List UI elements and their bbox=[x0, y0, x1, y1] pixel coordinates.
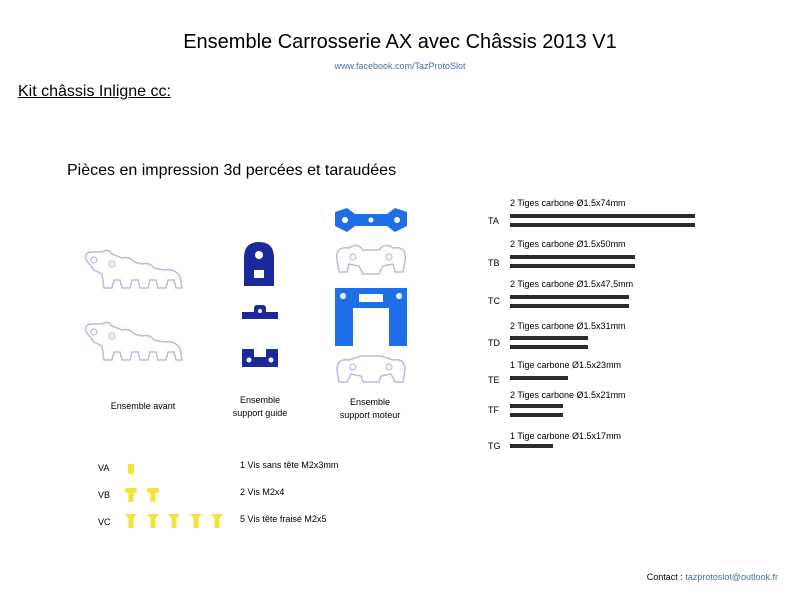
carbon-rod-tc bbox=[510, 295, 629, 299]
front-assembly-caption: Ensemble avant bbox=[110, 401, 176, 411]
rod-label: 2 Tiges carbone Ø1.5x31mm bbox=[510, 321, 626, 331]
screw-code: VB bbox=[98, 490, 111, 500]
screw-icon bbox=[146, 513, 160, 529]
carbon-rod-tb bbox=[510, 255, 635, 259]
rod-code: TB bbox=[488, 258, 500, 268]
screw-icon bbox=[124, 513, 138, 529]
motor-caption-line1: Ensemble bbox=[349, 397, 391, 407]
carbon-rod-tf bbox=[510, 413, 563, 417]
rod-label: 1 Tige carbone Ø1.5x23mm bbox=[510, 360, 622, 370]
screw-icon bbox=[124, 462, 138, 478]
motor-part-white-bottom-image bbox=[333, 352, 409, 386]
screw-icon bbox=[167, 513, 181, 529]
motor-part-top-image bbox=[333, 206, 409, 236]
screw-description: 1 Vis sans tête M2x3mm bbox=[240, 460, 339, 470]
rod-label: 2 Tiges carbone Ø1.5x47,5mm bbox=[510, 279, 634, 289]
screw-description: 5 Vis tête fraisé M2x5 bbox=[240, 514, 327, 524]
section-heading: Pièces en impression 3d percées et taraudées bbox=[67, 162, 397, 179]
page-title: Ensemble Carrosserie AX avec Châssis 2013 V1 bbox=[183, 31, 617, 53]
guide-part-top-image bbox=[240, 240, 278, 288]
screw-code: VC bbox=[98, 517, 111, 527]
rod-label: 1 Tige carbone Ø1.5x17mm bbox=[510, 431, 622, 441]
carbon-rod-ta bbox=[510, 223, 695, 227]
carbon-rod-tg bbox=[510, 444, 553, 448]
screw-code: VA bbox=[98, 463, 110, 473]
kit-heading: Kit châssis Inligne cc: bbox=[18, 83, 171, 100]
rod-label: 2 Tiges carbone Ø1.5x74mm bbox=[510, 198, 626, 208]
carbon-rod-tb bbox=[510, 264, 635, 268]
rod-code: TC bbox=[488, 296, 500, 306]
screw-description: 2 Vis M2x4 bbox=[240, 487, 285, 497]
carbon-rod-te bbox=[510, 376, 568, 380]
guide-assembly-caption bbox=[208, 394, 312, 420]
contact-email[interactable]: tazprotoslot@outlook.fr bbox=[685, 572, 778, 582]
contact-label: Contact : bbox=[646, 572, 683, 582]
motor-part-white-top-image bbox=[333, 240, 409, 278]
screw-icon bbox=[210, 513, 224, 529]
motor-assembly-caption bbox=[318, 396, 422, 422]
guide-part-middle-image bbox=[240, 303, 280, 323]
carbon-rod-td bbox=[510, 345, 588, 349]
guide-caption-line1: Ensemble bbox=[239, 395, 281, 405]
screw-icon bbox=[189, 513, 203, 529]
rod-code: TG bbox=[488, 441, 501, 451]
carbon-rod-ta bbox=[510, 214, 695, 218]
rod-code: TF bbox=[488, 405, 499, 415]
rod-code: TD bbox=[488, 338, 500, 348]
guide-caption-line2: support guide bbox=[232, 408, 288, 418]
facebook-link[interactable]: www.facebook.com/TazProtoSlot bbox=[334, 61, 466, 71]
rod-label: 2 Tiges carbone Ø1.5x21mm bbox=[510, 390, 626, 400]
contact bbox=[647, 572, 778, 582]
motor-caption-line2: support moteur bbox=[339, 410, 401, 420]
motor-part-frame-image bbox=[333, 286, 409, 348]
carbon-rod-td bbox=[510, 336, 588, 340]
carbon-rod-tc bbox=[510, 304, 629, 308]
carbon-rod-tf bbox=[510, 404, 563, 408]
screw-icon bbox=[124, 487, 138, 503]
rod-code: TA bbox=[488, 216, 499, 226]
rod-code: TE bbox=[488, 375, 500, 385]
front-part-bottom-image bbox=[82, 320, 186, 364]
rod-label: 2 Tiges carbone Ø1.5x50mm bbox=[510, 239, 626, 249]
guide-part-bottom-image bbox=[240, 347, 280, 369]
screw-icon bbox=[146, 487, 160, 503]
front-part-top-image bbox=[82, 248, 186, 292]
